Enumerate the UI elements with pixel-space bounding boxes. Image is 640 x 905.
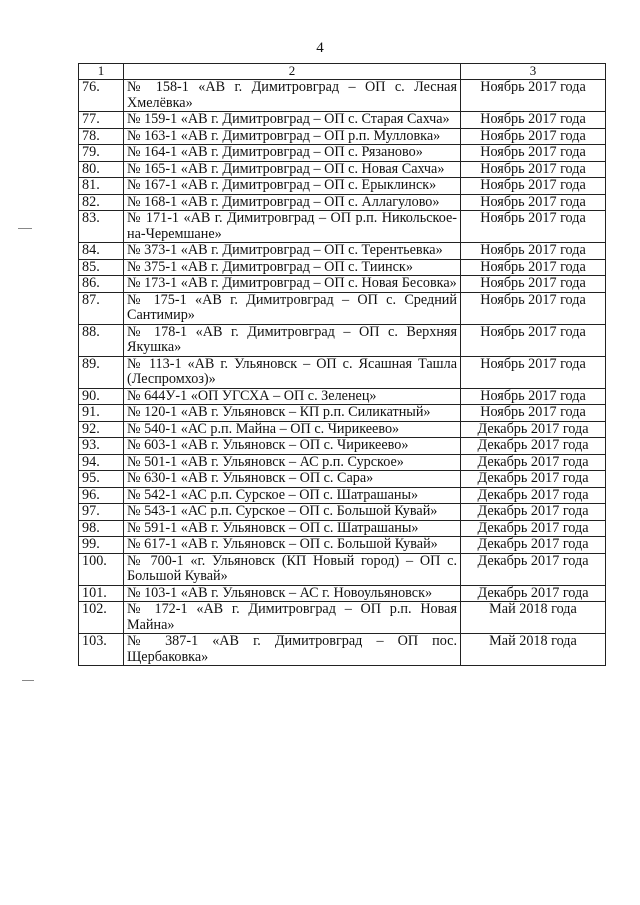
schedule-date: Ноябрь 2017 года <box>461 405 606 422</box>
table-row <box>79 438 606 455</box>
table-row <box>79 292 606 324</box>
table-row <box>79 161 606 178</box>
schedule-date: Ноябрь 2017 года <box>461 276 606 293</box>
schedule-date: Ноябрь 2017 года <box>461 80 606 112</box>
row-number: 102. <box>79 602 124 634</box>
route-schedule-table <box>78 63 606 666</box>
schedule-date: Ноябрь 2017 года <box>461 161 606 178</box>
schedule-date: Ноябрь 2017 года <box>461 112 606 129</box>
table-row <box>79 487 606 504</box>
table-header <box>79 64 606 80</box>
schedule-date: Ноябрь 2017 года <box>461 259 606 276</box>
table-row <box>79 80 606 112</box>
table-row <box>79 504 606 521</box>
page-number: 4 <box>316 40 324 56</box>
row-number: 81. <box>79 178 124 195</box>
row-number: 89. <box>79 356 124 388</box>
scan-artifact <box>18 228 32 229</box>
schedule-date: Ноябрь 2017 года <box>461 194 606 211</box>
column-header-1: 1 <box>79 64 124 80</box>
route-name: № 543-1 «АС р.п. Сурское – ОП с. Большой Кувай» <box>124 504 461 521</box>
schedule-date: Ноябрь 2017 года <box>461 243 606 260</box>
table-row <box>79 634 606 666</box>
route-name: № 167-1 «АВ г. Димитровград – ОП с. Ерыклинск» <box>124 178 461 195</box>
route-name: № 171-1 «АВ г. Димитровград – ОП р.п. Никольское-на-Черемшане» <box>124 211 461 243</box>
table-row <box>79 585 606 602</box>
row-number: 83. <box>79 211 124 243</box>
route-name: № 501-1 «АВ г. Ульяновск – АС р.п. Сурское» <box>124 454 461 471</box>
row-number: 91. <box>79 405 124 422</box>
table-row <box>79 388 606 405</box>
row-number: 100. <box>79 553 124 585</box>
schedule-date: Ноябрь 2017 года <box>461 324 606 356</box>
column-header-2: 2 <box>124 64 461 80</box>
table-row <box>79 405 606 422</box>
schedule-date: Ноябрь 2017 года <box>461 356 606 388</box>
route-name: № 158-1 «АВ г. Димитровград – ОП с. Лесная Хмелёвка» <box>124 80 461 112</box>
schedule-date: Ноябрь 2017 года <box>461 178 606 195</box>
row-number: 87. <box>79 292 124 324</box>
schedule-date: Декабрь 2017 года <box>461 553 606 585</box>
table-row <box>79 243 606 260</box>
row-number: 98. <box>79 520 124 537</box>
row-number: 79. <box>79 145 124 162</box>
row-number: 96. <box>79 487 124 504</box>
route-name: № 603-1 «АВ г. Ульяновск – ОП с. Чирикеево» <box>124 438 461 455</box>
table-row <box>79 520 606 537</box>
schedule-date: Декабрь 2017 года <box>461 421 606 438</box>
schedule-date: Декабрь 2017 года <box>461 454 606 471</box>
row-number: 85. <box>79 259 124 276</box>
route-name: № 120-1 «АВ г. Ульяновск – КП р.п. Силикатный» <box>124 405 461 422</box>
row-number: 80. <box>79 161 124 178</box>
table-row <box>79 194 606 211</box>
table-row <box>79 211 606 243</box>
route-name: № 163-1 «АВ г. Димитровград – ОП р.п. Мулловка» <box>124 128 461 145</box>
row-number: 82. <box>79 194 124 211</box>
route-name: № 172-1 «АВ г. Димитровград – ОП р.п. Новая Майна» <box>124 602 461 634</box>
row-number: 86. <box>79 276 124 293</box>
route-name: № 113-1 «АВ г. Ульяновск – ОП с. Ясашная Ташла (Леспромхоз)» <box>124 356 461 388</box>
route-name: № 373-1 «АВ г. Димитровград – ОП с. Терентьевка» <box>124 243 461 260</box>
route-name: № 173-1 «АВ г. Димитровград – ОП с. Новая Бесовка» <box>124 276 461 293</box>
row-number: 93. <box>79 438 124 455</box>
table-row <box>79 471 606 488</box>
table-row <box>79 128 606 145</box>
table-row <box>79 112 606 129</box>
route-name: № 164-1 «АВ г. Димитровград – ОП с. Рязаново» <box>124 145 461 162</box>
row-number: 92. <box>79 421 124 438</box>
table-row <box>79 602 606 634</box>
route-name: № 387-1 «АВ г. Димитровград – ОП пос. Щербаковка» <box>124 634 461 666</box>
row-number: 99. <box>79 537 124 554</box>
schedule-date: Ноябрь 2017 года <box>461 128 606 145</box>
schedule-date: Май 2018 года <box>461 634 606 666</box>
table-row <box>79 537 606 554</box>
route-name: № 542-1 «АС р.п. Сурское – ОП с. Шатрашаны» <box>124 487 461 504</box>
row-number: 94. <box>79 454 124 471</box>
route-name: № 165-1 «АВ г. Димитровград – ОП с. Новая Сахча» <box>124 161 461 178</box>
row-number: 95. <box>79 471 124 488</box>
table-row <box>79 356 606 388</box>
table-row <box>79 553 606 585</box>
route-name: № 591-1 «АВ г. Ульяновск – ОП с. Шатрашаны» <box>124 520 461 537</box>
schedule-date: Декабрь 2017 года <box>461 438 606 455</box>
row-number: 84. <box>79 243 124 260</box>
route-name: № 375-1 «АВ г. Димитровград – ОП с. Тиинск» <box>124 259 461 276</box>
row-number: 97. <box>79 504 124 521</box>
row-number: 90. <box>79 388 124 405</box>
schedule-date: Декабрь 2017 года <box>461 471 606 488</box>
schedule-date: Ноябрь 2017 года <box>461 388 606 405</box>
header-row <box>79 64 606 80</box>
table-row <box>79 178 606 195</box>
route-name: № 103-1 «АВ г. Ульяновск – АС г. Новоульяновск» <box>124 585 461 602</box>
row-number: 103. <box>79 634 124 666</box>
schedule-date: Декабрь 2017 года <box>461 487 606 504</box>
row-number: 76. <box>79 80 124 112</box>
table-row <box>79 454 606 471</box>
schedule-date: Ноябрь 2017 года <box>461 211 606 243</box>
route-name: № 700-1 «г. Ульяновск (КП Новый город) – ОП с. Большой Кувай» <box>124 553 461 585</box>
schedule-date: Декабрь 2017 года <box>461 537 606 554</box>
schedule-date: Май 2018 года <box>461 602 606 634</box>
table-row <box>79 421 606 438</box>
schedule-date: Декабрь 2017 года <box>461 585 606 602</box>
route-name: № 168-1 «АВ г. Димитровград – ОП с. Аллагулово» <box>124 194 461 211</box>
route-name: № 178-1 «АВ г. Димитровград – ОП с. Верхняя Якушка» <box>124 324 461 356</box>
schedule-date: Декабрь 2017 года <box>461 504 606 521</box>
row-number: 77. <box>79 112 124 129</box>
route-name: № 630-1 «АВ г. Ульяновск – ОП с. Сара» <box>124 471 461 488</box>
route-name: № 175-1 «АВ г. Димитровград – ОП с. Средний Сантимир» <box>124 292 461 324</box>
table-row <box>79 276 606 293</box>
schedule-date: Декабрь 2017 года <box>461 520 606 537</box>
route-name: № 159-1 «АВ г. Димитровград – ОП с. Старая Сахча» <box>124 112 461 129</box>
schedule-date: Ноябрь 2017 года <box>461 292 606 324</box>
row-number: 101. <box>79 585 124 602</box>
route-name: № 644У-1 «ОП УГСХА – ОП с. Зеленец» <box>124 388 461 405</box>
scan-artifact <box>22 680 34 681</box>
route-name: № 540-1 «АС р.п. Майна – ОП с. Чирикеево» <box>124 421 461 438</box>
table-row <box>79 324 606 356</box>
schedule-date: Ноябрь 2017 года <box>461 145 606 162</box>
table-body <box>79 80 606 666</box>
route-name: № 617-1 «АВ г. Ульяновск – ОП с. Большой Кувай» <box>124 537 461 554</box>
row-number: 78. <box>79 128 124 145</box>
table-row <box>79 145 606 162</box>
column-header-3: 3 <box>461 64 606 80</box>
table-row <box>79 259 606 276</box>
row-number: 88. <box>79 324 124 356</box>
